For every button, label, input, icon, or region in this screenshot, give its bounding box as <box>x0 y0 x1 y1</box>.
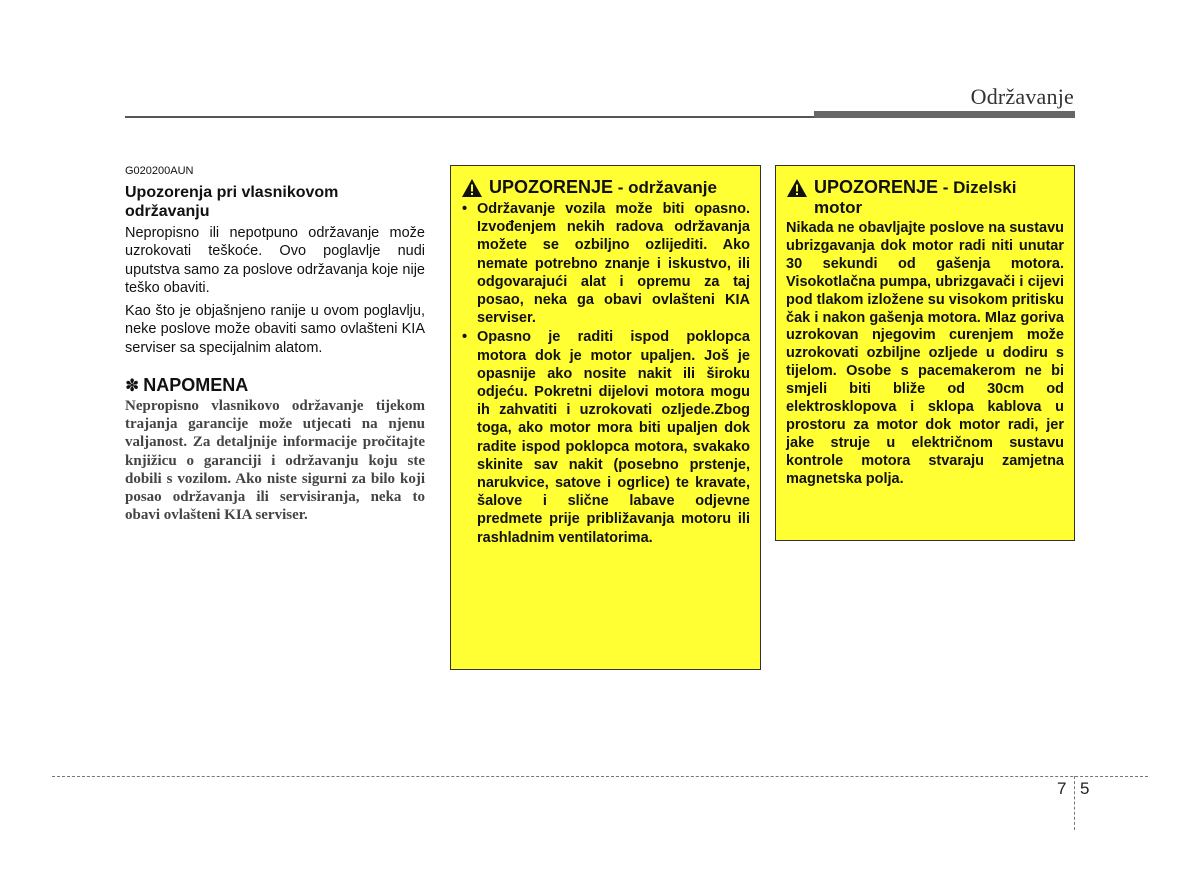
bullet-icon: • <box>462 201 468 217</box>
warning-title-sub: - održavanje <box>613 178 717 197</box>
footer-rule <box>52 776 1148 777</box>
header-rule <box>125 116 815 118</box>
warning-box-maintenance <box>450 165 761 670</box>
section-heading: Upozorenja pri vlasnikovom održavanju <box>125 184 339 220</box>
warning-text: Nikada ne obavljajte poslove na sustavu ubrizgavanja dok motor radi niti unutar 30 sekundi od gašenja motora. Visokotlačna pumpa, ubrizgavači i cijevi pod tlakom izložene su visokom pritisku čak i nakon gašenja motora. Mlaz goriva uzrokovan njegovim curenjem može uzrokovati ozbiljne ozljede u dodiru s tijelom. Osobe s pacemakerom ne bi smjeli biti bliže od 30cm od elektrosklopova i sklopa kablova u prostoru za motor dok motor radi, jer jake struje u električnom sustavu kontrole motora stvaraju zamjetna magnetska polja. <box>786 220 1065 487</box>
warning-title-main: UPOZORENJE <box>814 177 939 197</box>
paragraph: Kao što je objašnjeno ranije u ovom poglavlju, neke poslove može obaviti samo ovlašteni KIA serviser sa specijalnim alatom. <box>125 303 425 356</box>
maintenance-precautions-column <box>125 165 425 525</box>
warning-item-text: Održavanje vozila može biti opasno. Izvođenjem nekih radova održavanja možete se ozbiljno ozlijediti. Ako nemate potrebno znanje i iskustvo, ili odgovarajući alat i opremu za taj posao, neka ga obavi ovlašteni KIA serviser. <box>477 201 750 327</box>
page-number: 5 <box>1080 779 1090 798</box>
bullet-icon: • <box>462 329 468 346</box>
warning-triangle-icon <box>786 178 808 198</box>
paragraph: Nepropisno ili nepotpuno održavanje može uzrokovati teškoće. Ovo poglavlje nudi uputstva samo za poslove održavanja koje nije teško obaviti. <box>125 225 425 296</box>
note-title: NAPOMENA <box>143 375 249 396</box>
document-code: G020200AUN <box>125 165 194 177</box>
warning-title-main: UPOZORENJE <box>489 177 614 197</box>
chapter-number: 7 <box>1057 779 1067 798</box>
asterisk-icon: ✽ <box>125 375 140 395</box>
warning-triangle-icon <box>461 178 483 198</box>
warning-list <box>461 200 750 547</box>
warning-list-item <box>461 200 750 327</box>
warning-title <box>786 177 1064 218</box>
warning-item-text: Opasno je raditi ispod poklopca motora dok je motor upaljen. Još je opasnije ako nosite nakit ili široku odjeću. Pokretni dijelovi motora mogu ih zahvatiti i uzrokovati ozljede.Zbog toga, ako motor mora biti upaljen dok radite ispod poklopca motora, svakako skinite sav nakit (posebno prstenje, narukvice, satove i ogrlice) te kravate, šalove i slične labave odjevne predmete prije približavanja motoru ili rashladnim ventilatorima. <box>477 329 750 546</box>
warning-box-diesel <box>775 165 1075 541</box>
note-heading <box>125 375 425 396</box>
warning-title <box>461 177 750 198</box>
note-text: Nepropisno vlasnikovo održavanje tijekom trajanja garancije može utjecati na njenu valjanost. Za detaljnije informacije pročitajte knjižicu o garanciji i održavanju koju ste dobili s vozilom. Ako niste sigurni za bilo koji posao održavanja ili servisiranja, neka to obavi ovlašteni KIA serviser. <box>125 398 425 524</box>
section-title: Održavanje <box>970 84 1074 109</box>
header-rule-accent <box>814 111 1075 118</box>
warning-list-item <box>461 328 750 546</box>
footer-divider <box>1074 776 1075 830</box>
warning-title-sub: - Dizelski motor <box>814 178 1017 217</box>
